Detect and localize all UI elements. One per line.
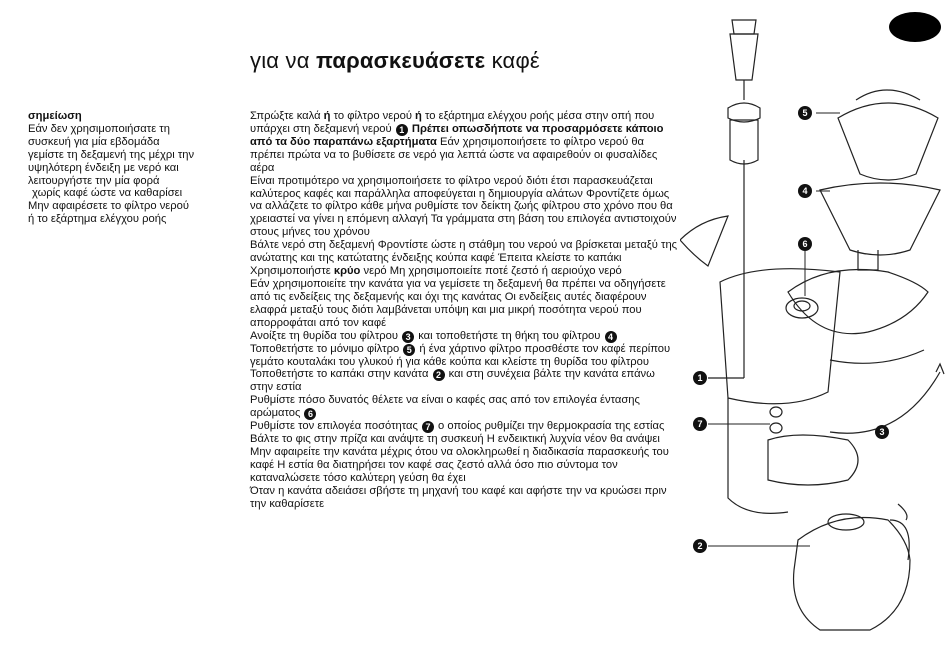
callout-number: 6 [304,408,316,420]
callout-4 [798,184,830,198]
tank-lid [680,216,728,266]
svg-text:3: 3 [879,427,885,437]
coffee-maker-illustration [680,0,950,659]
note-line: χωρίς καφέ ώστε να καθαρίσει [32,187,183,200]
flow-control-part [728,103,760,122]
callout-number: 2 [433,369,445,381]
filter-holder [820,183,940,255]
callout-number: 4 [605,331,617,343]
paragraph-6: Ανοίξτε τη θυρίδα του φίλτρου 3 και τοποθετήστε τη θήκη του φίλτρου 4 [250,330,678,343]
paragraph-13: Όταν η κανάτα αδειάσει σβήστε τη μηχανή του καφέ και αφήστε την να κρυώσει πριν την καθαρίσετε [250,484,667,510]
note-box [28,110,238,226]
paragraph-2: Είναι προτιμότερο να χρησιμοποιήσετε το φίλτρο νερού διότι έτσι παρασκευάζεται καλύτερος καφές και παράλληλα αποφεύγεται η δημιουργία αλάτων Φροντίζετε όμως να αλλάζετε το φίλτρο κάθε μήνα ρυθμίστε τον δείκτη ζωής φίλτρου στο χρόνο που θα χρειαστεί να γίνει η επόμενη αλλαγή Τα γράμματα στη βάση του επιλογέα αντιστοιχούν στους μήνες του χρόνου [250,174,677,239]
note-line: ή το εξάρτημα ελέγχου ροής [28,213,167,226]
paragraph-11: Βάλτε το φις στην πρίζα και ανάψτε τη συσκευή Η ενδεικτική λυχνία νέον θα ανάψει [250,433,660,446]
callout-number: 3 [402,331,414,343]
paragraph-7: Τοποθετήστε το μόνιμο φίλτρο 5 ή ένα χάρτινο φίλτρο προσθέστε τον καφέ περίπου γεμάτο κουταλάκι του γλυκού ή για κάθε κούπα και κλείστε τη θυρίδα του φίλτρου [250,342,671,368]
title-prefix: για να [250,48,316,73]
paragraph-1: Σπρώξτε καλά ή το φίλτρο νερού ή το εξάρτημα ελέγχου ροής μέσα στην οπή που υπάρχει στη δεξαμενή νερού 1 Πρέπει οπωσδήποτε να προσαρμόσετε κάποιο από τα δύο παραπάνω εξαρτήματα Εάν χρησιμοποιήσετε το φίλτρο νερού θα πρέπει πρώτα να το βυθίσετε σε νερό για λεπτά ώστε να αφαιρεθούν οι φυσαλίδες αέρα [250,110,664,174]
svg-text:7: 7 [697,419,703,429]
svg-text:1: 1 [697,373,703,383]
callout-5 [798,106,840,120]
note-line: Εάν δεν χρησιμοποιήσατε τη [28,122,170,135]
paragraph-5: Εάν χρησιμοποιείτε την κανάτα για να γεμίσετε τη δεξαμενή θα πρέπει να οδηγήσετε από τις ενδείξεις της δεξαμενής και όχι της κανάτας Οι ενδείξεις αυτές διαφέρουν ελαφρά μεταξύ τους διότι λαμβάνεται υπόψη και μια μικρή ποσότητα νερού που απορροφάται από τον καφέ [250,277,666,329]
svg-text:5: 5 [802,108,808,118]
paragraph-9: Ρυθμίστε πόσο δυνατός θέλετε να είναι ο καφές σας από τον επιλογέα έντασης αρώματος 6 [250,394,640,420]
note-line: Μην αφαιρέσετε το φίλτρο νερού [28,200,190,213]
note-line: υψηλότερη ένδειξη με νερό και [28,161,179,174]
svg-text:6: 6 [802,239,808,249]
permanent-filter [838,103,938,180]
note-line: γεμίστε τη δεξαμενή της μέχρι την [28,148,195,161]
note-line: συσκευή για μία εβδομάδα [28,135,160,148]
paragraph-3: Βάλτε νερό στη δεξαμενή Φροντίστε ώστε η στάθμη του νερού να βρίσκεται μεταξύ της ανώτατης και της κατώτατης ένδειξης κούπα καφέ Έπειτα κλείστε το καπάκι [250,239,678,265]
paragraph-10: Ρυθμίστε τον επιλογέα ποσότητας 7 ο οποίος ρυθμίζει την θερμοκρασία της εστίας [250,420,665,433]
note-line: λειτουργήστε την μία φορά [28,174,160,187]
paragraph-8: Τοποθετήστε το καπάκι στην κανάτα 2 και στη συνέχεια βάλτε την κανάτα επάνω στην εστία [250,368,655,394]
title-suffix: καφέ [485,48,540,73]
instructions-text [250,110,678,511]
water-filter-top [732,20,756,34]
callout-number: 7 [422,421,434,433]
note-heading: σημείωση [28,110,82,122]
paragraph-4: Χρησιμοποιήστε κρύο νερό Μη χρησιμοποιείτε ποτέ ζεστό ή αεριούχο νερό [250,264,622,277]
paragraph-12: Μην αφαιρείτε την κανάτα μέχρις ότου να ολοκληρωθεί η διαδικασία παρασκευής του καφέ Η εστία θα διατηρήσει τον καφέ σας ζεστό αλλά όσο πιο σύντομα τον καταναλώσετε τόσο καλύτερη γεύση θα έχει [250,446,669,484]
callout-number: 1 [396,124,408,136]
callout-2 [693,539,810,553]
svg-text:2: 2 [697,541,703,551]
callout-7 [693,417,770,431]
carafe [794,518,910,631]
callout-number: 5 [403,344,415,356]
callout-6 [798,237,812,296]
callout-3 [875,425,889,439]
title-bold: παρασκευάσετε [315,48,486,73]
callout-1 [693,371,707,385]
page-title [250,48,540,74]
svg-text:4: 4 [802,186,808,196]
machine-body [720,269,840,404]
